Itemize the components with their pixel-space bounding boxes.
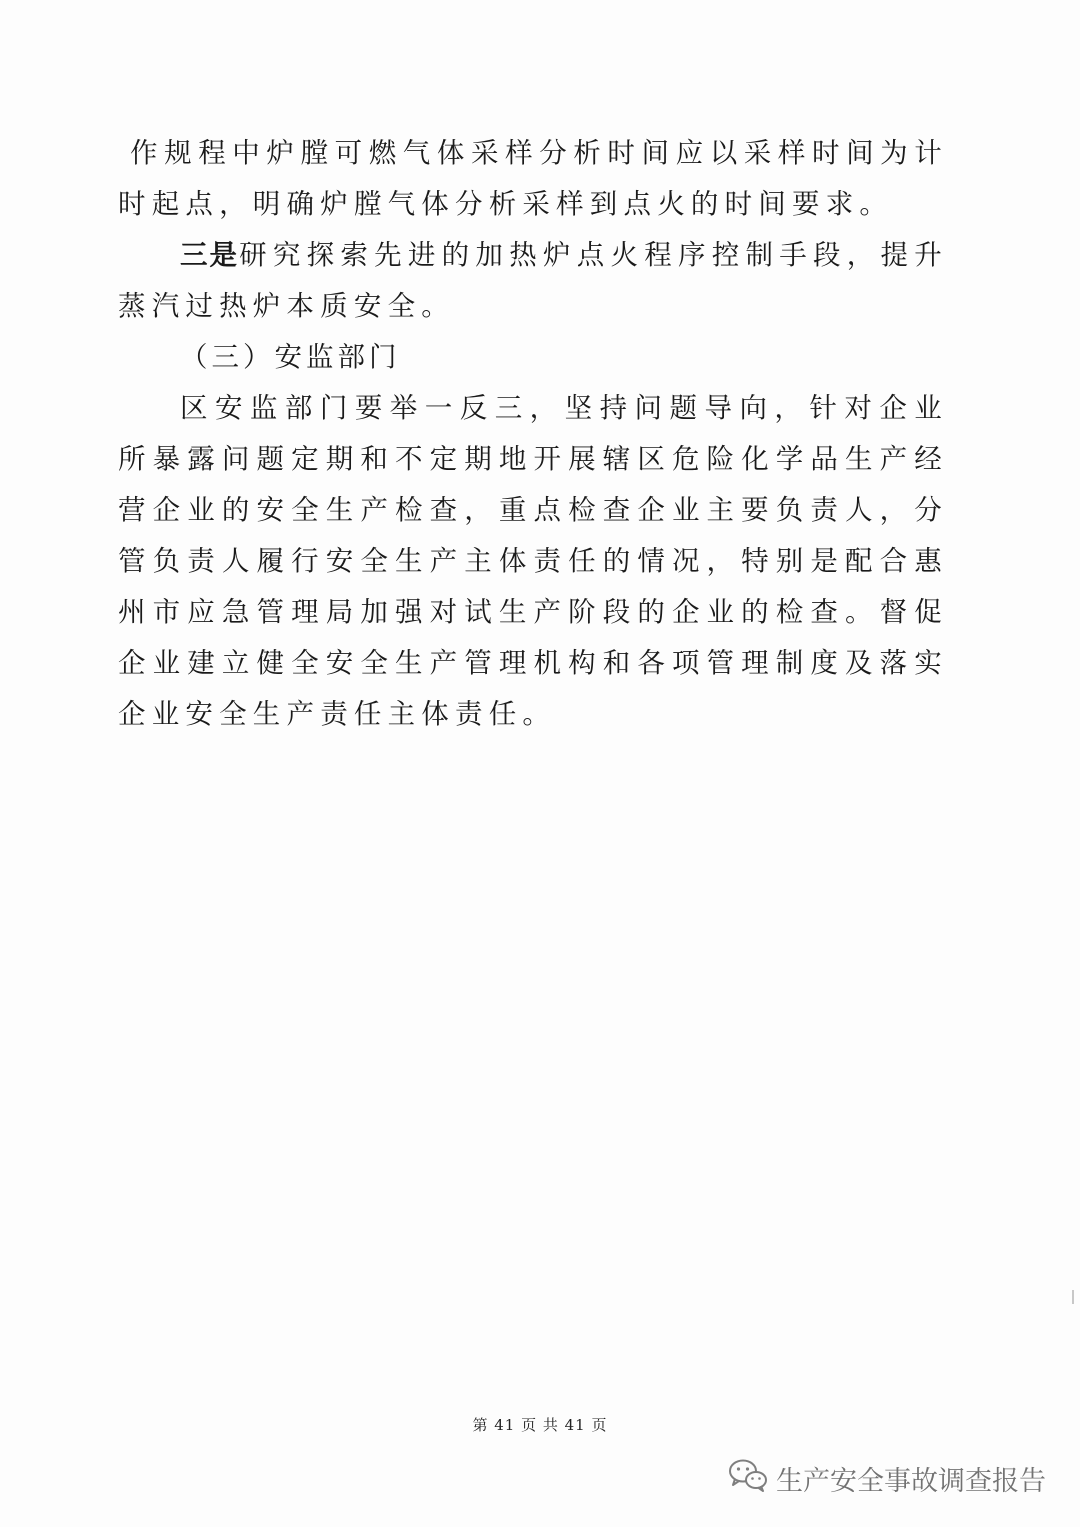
document-body <box>118 128 948 740</box>
section-heading: （三）安监部门 <box>180 341 401 373</box>
scan-artifact <box>1072 1290 1074 1304</box>
page-number: 第 41 页 共 41 页 <box>472 1416 608 1434</box>
wechat-icon <box>728 1458 768 1499</box>
watermark <box>728 1458 1046 1499</box>
paragraph-lead-bold: 三是 <box>180 239 240 271</box>
paragraph-continuation: 作规程中炉膛可燃气体采样分析时间应以采样时间为计时起点，明确炉膛气体分析采样到点火的时间要求。 <box>118 137 948 220</box>
paragraph-measure-three <box>118 230 948 332</box>
paragraph-safety-supervision: 区安监部门要举一反三，坚持问题导向，针对企业所暴露问题定期和不定期地开展辖区危险化学品生产经营企业的安全生产检查，重点检查企业主要负责人，分管负责人履行安全生产主体责任的情况，特别是配合惠州市应急管理局加强对试生产阶段的企业的检查。督促企业建立健全安全生产管理机构和各项管理制度及落实企业安全生产责任主体责任。 <box>118 392 948 730</box>
watermark-text: 生产安全事故调查报告 <box>776 1466 1046 1497</box>
paragraph-measure-three-text: 研究探索先进的加热炉点火程序控制手段，提升蒸汽过热炉本质安全。 <box>118 239 949 322</box>
